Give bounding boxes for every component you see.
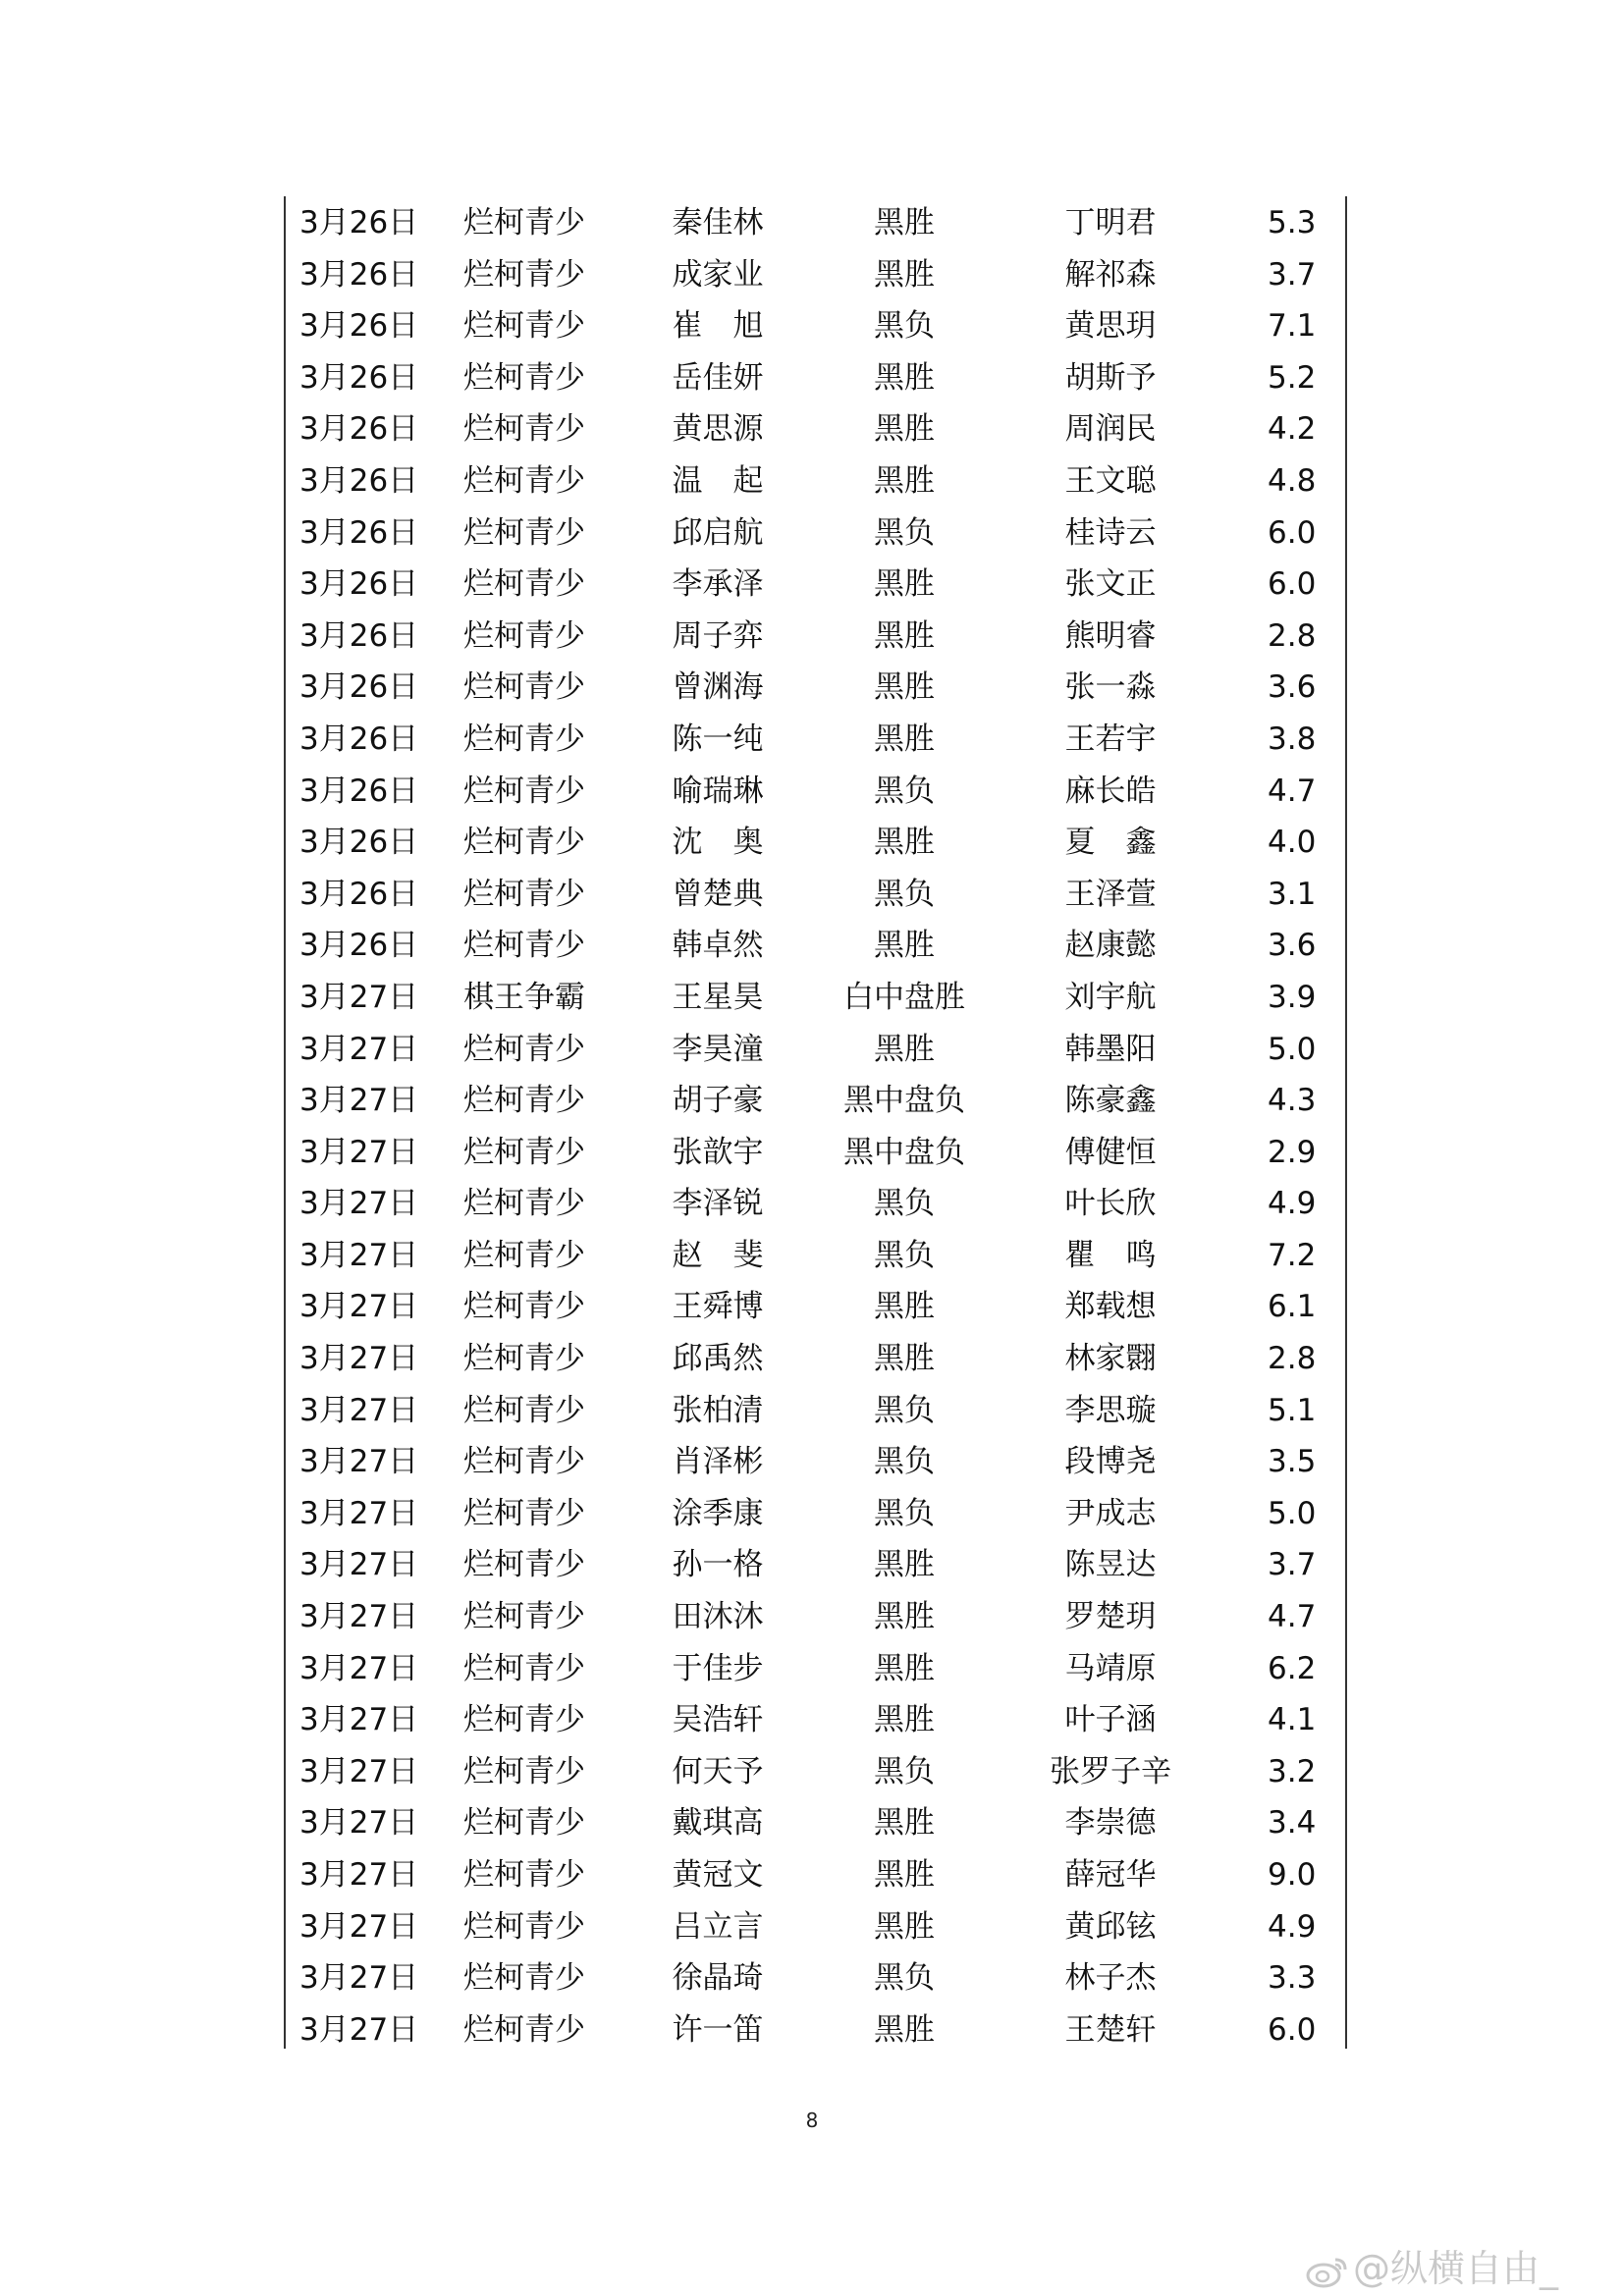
row-black-player: 孙一格	[672, 1547, 764, 1583]
row-date: 3月26日	[299, 256, 419, 293]
row-event: 烂柯青少	[463, 928, 585, 964]
row-date: 3月26日	[299, 359, 419, 396]
row-time	[1238, 714, 1326, 766]
row-time	[1238, 507, 1326, 560]
row-event: 烂柯青少	[463, 1857, 585, 1893]
row-event: 烂柯青少	[463, 1186, 585, 1222]
row-time	[1238, 197, 1326, 249]
row-time	[1238, 766, 1326, 818]
table-row	[286, 817, 1345, 869]
row-time	[1238, 1333, 1326, 1385]
row-result: 黑胜	[874, 1599, 935, 1635]
row-black-player: 黄思源	[672, 411, 764, 448]
row-white-player: 段博尧	[1064, 1444, 1157, 1480]
row-event: 烂柯青少	[463, 462, 585, 499]
table-row	[286, 1333, 1345, 1385]
row-white-player: 麻长皓	[1064, 773, 1157, 809]
row-time-value: 7.2	[1268, 1237, 1317, 1273]
table-row	[286, 972, 1345, 1024]
row-event: 烂柯青少	[463, 1341, 585, 1377]
row-result: 黑胜	[874, 1341, 935, 1377]
row-date: 3月27日	[299, 1599, 419, 1635]
row-time-value: 3.6	[1268, 669, 1317, 706]
row-white-player: 桂诗云	[1064, 514, 1157, 551]
row-black-player: 沈 奥	[672, 825, 764, 861]
table-row	[286, 1849, 1345, 1901]
row-time-value: 3.8	[1268, 721, 1317, 757]
row-result: 白中盘胜	[843, 979, 965, 1015]
table-row	[286, 249, 1345, 301]
row-date: 3月27日	[299, 1857, 419, 1893]
row-white-player: 刘宇航	[1064, 979, 1157, 1015]
row-black-player: 黄冠文	[672, 1857, 764, 1893]
row-date: 3月26日	[299, 773, 419, 809]
row-white-player: 黄邱铉	[1064, 1908, 1157, 1945]
row-result: 黑胜	[874, 2011, 935, 2048]
table-row	[286, 1797, 1345, 1849]
row-black-player: 徐晶琦	[672, 1960, 764, 1997]
table-right-border	[1345, 196, 1347, 2049]
table-row	[286, 1901, 1345, 1953]
row-black-player: 岳佳妍	[672, 359, 764, 396]
table-row	[286, 662, 1345, 714]
row-date: 3月27日	[299, 1186, 419, 1222]
row-white-player: 叶子涵	[1064, 1702, 1157, 1738]
row-event: 烂柯青少	[463, 1805, 585, 1842]
row-white-player: 夏 鑫	[1064, 825, 1157, 861]
row-time	[1238, 1436, 1326, 1488]
row-date: 3月26日	[299, 411, 419, 448]
row-time-value: 5.3	[1268, 205, 1317, 240]
table-row	[286, 197, 1345, 249]
row-result: 黑胜	[874, 825, 935, 861]
table-row	[286, 1230, 1345, 1282]
row-black-player: 胡子豪	[672, 1083, 764, 1119]
row-result: 黑中盘负	[843, 1134, 965, 1170]
row-black-player: 温 起	[672, 462, 764, 499]
row-date: 3月26日	[299, 462, 419, 499]
row-time	[1238, 1281, 1326, 1333]
row-time-value: 3.7	[1268, 1547, 1317, 1583]
row-white-player: 丁明君	[1064, 205, 1157, 240]
row-date: 3月27日	[299, 1031, 419, 1067]
row-result: 黑胜	[874, 462, 935, 499]
row-white-player: 张一淼	[1064, 669, 1157, 706]
row-time	[1238, 662, 1326, 714]
row-time-value: 3.2	[1268, 1753, 1317, 1789]
row-black-player: 秦佳林	[672, 205, 764, 240]
row-white-player: 张文正	[1064, 566, 1157, 603]
row-time	[1238, 249, 1326, 301]
row-date: 3月27日	[299, 979, 419, 1015]
row-time-value: 6.0	[1268, 514, 1317, 551]
row-date: 3月26日	[299, 617, 419, 654]
row-event: 烂柯青少	[463, 1599, 585, 1635]
row-black-player: 邱禹然	[672, 1341, 764, 1377]
row-result: 黑胜	[874, 721, 935, 757]
row-time	[1238, 1694, 1326, 1746]
row-black-player: 韩卓然	[672, 928, 764, 964]
row-event: 烂柯青少	[463, 256, 585, 293]
row-white-player: 林家翾	[1064, 1341, 1157, 1377]
row-black-player: 张歆宇	[672, 1134, 764, 1170]
row-white-player: 李思璇	[1064, 1392, 1157, 1428]
row-white-player: 罗楚玥	[1064, 1599, 1157, 1635]
row-time	[1238, 1797, 1326, 1849]
row-white-player: 黄思玥	[1064, 308, 1157, 345]
row-date: 3月26日	[299, 514, 419, 551]
row-result: 黑负	[874, 1392, 935, 1428]
row-black-player: 邱启航	[672, 514, 764, 551]
row-event: 烂柯青少	[463, 876, 585, 912]
table-row	[286, 1591, 1345, 1643]
row-black-player: 李昊潼	[672, 1031, 764, 1067]
row-white-player: 陈豪鑫	[1064, 1083, 1157, 1119]
row-date: 3月27日	[299, 1237, 419, 1273]
row-white-player: 王若宇	[1064, 721, 1157, 757]
row-time-value: 7.1	[1268, 308, 1317, 345]
row-time-value: 5.2	[1268, 359, 1317, 396]
row-date: 3月27日	[299, 1547, 419, 1583]
row-date: 3月26日	[299, 825, 419, 861]
row-date: 3月27日	[299, 1289, 419, 1325]
row-event: 烂柯青少	[463, 1908, 585, 1945]
row-time-value: 6.2	[1268, 1650, 1317, 1686]
row-black-player: 张柏清	[672, 1392, 764, 1428]
row-black-player: 田沐沐	[672, 1599, 764, 1635]
table-row	[286, 1488, 1345, 1540]
row-time-value: 2.8	[1268, 617, 1317, 654]
row-date: 3月26日	[299, 308, 419, 345]
row-time-value: 4.0	[1268, 825, 1317, 861]
row-time	[1238, 1746, 1326, 1798]
row-white-player: 瞿 鸣	[1064, 1237, 1157, 1273]
row-result: 黑胜	[874, 411, 935, 448]
row-result: 黑负	[874, 1960, 935, 1997]
row-event: 烂柯青少	[463, 1237, 585, 1273]
row-result: 黑负	[874, 1186, 935, 1222]
row-time	[1238, 817, 1326, 869]
row-time-value: 3.6	[1268, 928, 1317, 964]
row-time	[1238, 455, 1326, 507]
row-time-value: 6.1	[1268, 1289, 1317, 1325]
row-white-player: 薛冠华	[1064, 1857, 1157, 1893]
row-event: 烂柯青少	[463, 1289, 585, 1325]
row-result: 黑胜	[874, 928, 935, 964]
row-result: 黑胜	[874, 1908, 935, 1945]
table-row	[286, 2004, 1345, 2056]
row-event: 烂柯青少	[463, 1753, 585, 1789]
row-time	[1238, 1024, 1326, 1076]
row-time	[1238, 611, 1326, 663]
row-white-player: 马靖原	[1064, 1650, 1157, 1686]
row-event: 烂柯青少	[463, 566, 585, 603]
row-date: 3月27日	[299, 1702, 419, 1738]
row-black-player: 王舜博	[672, 1289, 764, 1325]
row-white-player: 叶长欣	[1064, 1186, 1157, 1222]
row-event: 烂柯青少	[463, 1702, 585, 1738]
row-result: 黑胜	[874, 1547, 935, 1583]
table-row	[286, 1281, 1345, 1333]
row-black-player: 吴浩轩	[672, 1702, 764, 1738]
row-date: 3月26日	[299, 876, 419, 912]
row-time	[1238, 1849, 1326, 1901]
row-white-player: 王楚轩	[1064, 2011, 1157, 2048]
row-result: 黑负	[874, 773, 935, 809]
row-black-player: 曾楚典	[672, 876, 764, 912]
table-row	[286, 1952, 1345, 2004]
row-event: 烂柯青少	[463, 825, 585, 861]
row-date: 3月26日	[299, 669, 419, 706]
row-time-value: 4.7	[1268, 773, 1317, 809]
table-row	[286, 1436, 1345, 1488]
row-time-value: 4.2	[1268, 411, 1317, 448]
row-white-player: 熊明睿	[1064, 617, 1157, 654]
row-time-value: 3.3	[1268, 1960, 1317, 1997]
row-black-player: 曾渊海	[672, 669, 764, 706]
row-black-player: 何天予	[672, 1753, 764, 1789]
row-result: 黑胜	[874, 359, 935, 396]
row-date: 3月27日	[299, 1083, 419, 1119]
row-time-value: 5.1	[1268, 1392, 1317, 1428]
row-result: 黑胜	[874, 205, 935, 240]
row-time-value: 3.7	[1268, 256, 1317, 293]
row-event: 烂柯青少	[463, 773, 585, 809]
table-row	[286, 1385, 1345, 1437]
row-time-value: 9.0	[1268, 1857, 1317, 1893]
row-event: 烂柯青少	[463, 1547, 585, 1583]
row-white-player: 胡斯予	[1064, 359, 1157, 396]
row-black-player: 成家业	[672, 256, 764, 293]
row-date: 3月26日	[299, 205, 419, 240]
row-black-player: 陈一纯	[672, 721, 764, 757]
row-event: 烂柯青少	[463, 1650, 585, 1686]
table-row	[286, 714, 1345, 766]
row-event: 烂柯青少	[463, 308, 585, 345]
table-row	[286, 403, 1345, 455]
row-time	[1238, 559, 1326, 611]
row-date: 3月27日	[299, 1392, 419, 1428]
table-row	[286, 1746, 1345, 1798]
table-row	[286, 455, 1345, 507]
row-black-player: 肖泽彬	[672, 1444, 764, 1480]
row-result: 黑负	[874, 1753, 935, 1789]
row-black-player: 许一笛	[672, 2011, 764, 2048]
row-event: 烂柯青少	[463, 1444, 585, 1480]
table-row	[286, 352, 1345, 404]
row-event: 烂柯青少	[463, 1083, 585, 1119]
row-event: 烂柯青少	[463, 2011, 585, 2048]
table-row	[286, 920, 1345, 972]
row-result: 黑负	[874, 308, 935, 345]
row-black-player: 戴琪高	[672, 1805, 764, 1842]
row-result: 黑负	[874, 514, 935, 551]
row-white-player: 张罗子辛	[1050, 1753, 1171, 1789]
row-event: 烂柯青少	[463, 514, 585, 551]
row-white-player: 王文聪	[1064, 462, 1157, 499]
row-time-value: 2.9	[1268, 1134, 1317, 1170]
row-event: 烂柯青少	[463, 205, 585, 240]
row-result: 黑负	[874, 1237, 935, 1273]
row-date: 3月27日	[299, 1805, 419, 1842]
row-black-player: 喻瑞琳	[672, 773, 764, 809]
row-time	[1238, 1901, 1326, 1953]
row-event: 烂柯青少	[463, 1392, 585, 1428]
row-time-value: 6.0	[1268, 566, 1317, 603]
row-white-player: 王泽萱	[1064, 876, 1157, 912]
table-row	[286, 1127, 1345, 1179]
row-black-player: 涂季康	[672, 1495, 764, 1531]
row-date: 3月27日	[299, 1495, 419, 1531]
row-result: 黑中盘负	[843, 1083, 965, 1119]
row-time	[1238, 1539, 1326, 1591]
row-result: 黑胜	[874, 1650, 935, 1686]
watermark-text: @纵横自由_	[1353, 2247, 1559, 2290]
row-result: 黑胜	[874, 1857, 935, 1893]
row-white-player: 林子杰	[1064, 1960, 1157, 1997]
table-row	[286, 507, 1345, 560]
row-event: 烂柯青少	[463, 1031, 585, 1067]
row-white-player: 郑载想	[1064, 1289, 1157, 1325]
row-time	[1238, 1385, 1326, 1437]
row-result: 黑胜	[874, 256, 935, 293]
row-event: 烂柯青少	[463, 411, 585, 448]
row-date: 3月27日	[299, 1753, 419, 1789]
row-time-value: 3.4	[1268, 1805, 1317, 1842]
table-row	[286, 611, 1345, 663]
row-event: 烂柯青少	[463, 721, 585, 757]
row-time	[1238, 352, 1326, 404]
table-row	[286, 1643, 1345, 1695]
row-result: 黑负	[874, 1444, 935, 1480]
row-time	[1238, 1075, 1326, 1127]
row-white-player: 赵康懿	[1064, 928, 1157, 964]
row-date: 3月26日	[299, 721, 419, 757]
row-result: 黑负	[874, 1495, 935, 1531]
row-time-value: 4.9	[1268, 1186, 1317, 1222]
row-black-player: 李泽锐	[672, 1186, 764, 1222]
row-result: 黑胜	[874, 566, 935, 603]
row-date: 3月27日	[299, 1650, 419, 1686]
row-black-player: 赵 斐	[672, 1237, 764, 1273]
row-time	[1238, 1127, 1326, 1179]
row-time-value: 3.5	[1268, 1444, 1317, 1480]
row-white-player: 尹成志	[1064, 1495, 1157, 1531]
row-black-player: 吕立言	[672, 1908, 764, 1945]
row-black-player: 周子弈	[672, 617, 764, 654]
row-event: 烂柯青少	[463, 1134, 585, 1170]
row-time-value: 5.0	[1268, 1031, 1317, 1067]
row-result: 黑胜	[874, 1805, 935, 1842]
row-time-value: 4.8	[1268, 462, 1317, 499]
row-time	[1238, 920, 1326, 972]
row-time	[1238, 972, 1326, 1024]
row-date: 3月27日	[299, 1134, 419, 1170]
row-time	[1238, 2004, 1326, 2056]
table-row	[286, 1075, 1345, 1127]
row-time-value: 6.0	[1268, 2011, 1317, 2048]
row-date: 3月27日	[299, 1341, 419, 1377]
row-time-value: 3.9	[1268, 979, 1317, 1015]
row-white-player: 陈昱达	[1064, 1547, 1157, 1583]
row-date: 3月27日	[299, 2011, 419, 2048]
table-row	[286, 559, 1345, 611]
row-result: 黑胜	[874, 617, 935, 654]
row-black-player: 王星昊	[672, 979, 764, 1015]
row-white-player: 李崇德	[1064, 1805, 1157, 1842]
row-time-value: 4.9	[1268, 1908, 1317, 1945]
table-row	[286, 1024, 1345, 1076]
row-result: 黑胜	[874, 1031, 935, 1067]
row-result: 黑胜	[874, 1702, 935, 1738]
row-white-player: 周润民	[1064, 411, 1157, 448]
row-time-value: 4.1	[1268, 1702, 1317, 1738]
row-result: 黑胜	[874, 1289, 935, 1325]
row-result: 黑负	[874, 876, 935, 912]
row-date: 3月26日	[299, 928, 419, 964]
row-time	[1238, 869, 1326, 921]
row-event: 烂柯青少	[463, 617, 585, 654]
row-date: 3月27日	[299, 1908, 419, 1945]
row-time	[1238, 300, 1326, 352]
row-time-value: 3.1	[1268, 876, 1317, 912]
row-time-value: 2.8	[1268, 1341, 1317, 1377]
row-time-value: 5.0	[1268, 1495, 1317, 1531]
row-event: 棋王争霸	[463, 979, 585, 1015]
row-white-player: 傅健恒	[1064, 1134, 1157, 1170]
table-row	[286, 300, 1345, 352]
row-date: 3月27日	[299, 1960, 419, 1997]
row-black-player: 崔 旭	[672, 308, 764, 345]
row-black-player: 李承泽	[672, 566, 764, 603]
table-row	[286, 869, 1345, 921]
page-number: 8	[805, 2109, 819, 2132]
row-event: 烂柯青少	[463, 1495, 585, 1531]
row-time	[1238, 1952, 1326, 2004]
row-date: 3月26日	[299, 566, 419, 603]
row-white-player: 解祁森	[1064, 256, 1157, 293]
table-row	[286, 766, 1345, 818]
weibo-logo-icon	[1306, 2254, 1349, 2289]
row-event: 烂柯青少	[463, 359, 585, 396]
row-time-value: 4.7	[1268, 1599, 1317, 1635]
row-result: 黑胜	[874, 669, 935, 706]
row-time-value: 4.3	[1268, 1083, 1317, 1119]
row-time	[1238, 1643, 1326, 1695]
weibo-watermark	[1306, 2238, 1558, 2292]
table-row	[286, 1539, 1345, 1591]
row-white-player: 韩墨阳	[1064, 1031, 1157, 1067]
row-time	[1238, 403, 1326, 455]
row-time	[1238, 1488, 1326, 1540]
row-time	[1238, 1178, 1326, 1230]
game-results-table	[286, 197, 1345, 2056]
row-black-player: 于佳步	[672, 1650, 764, 1686]
row-time	[1238, 1230, 1326, 1282]
table-row	[286, 1178, 1345, 1230]
row-time	[1238, 1591, 1326, 1643]
row-event: 烂柯青少	[463, 669, 585, 706]
table-row	[286, 1694, 1345, 1746]
row-date: 3月27日	[299, 1444, 419, 1480]
row-event: 烂柯青少	[463, 1960, 585, 1997]
